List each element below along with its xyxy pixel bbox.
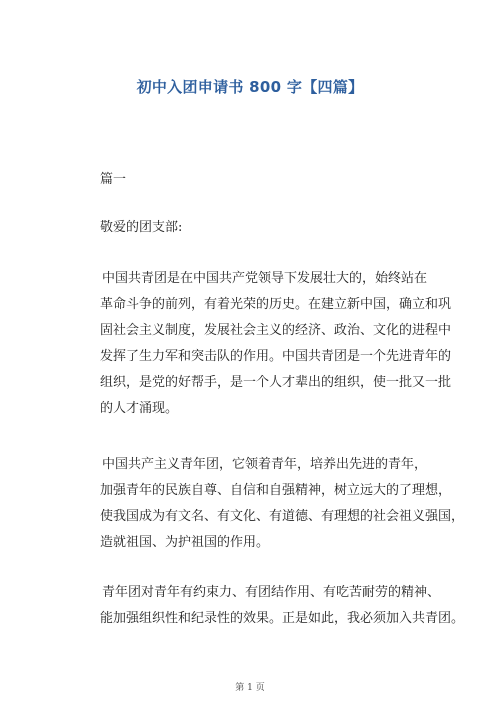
paragraph-line: 革命斗争的前列，有着光荣的历史。在建立新中国，确立和巩 bbox=[100, 297, 452, 312]
paragraph-1 bbox=[100, 266, 452, 422]
paragraph-line: 能加强组织性和纪录性的效果。正是如此，我必须加入共青团。 bbox=[100, 611, 465, 626]
paragraph-line: 造就祖国、为护祖国的作用。 bbox=[100, 535, 270, 550]
paragraph-2 bbox=[100, 452, 465, 556]
paragraph-line: 组织，是党的好帮手，是一个人才辈出的组织，使一批又一批 bbox=[100, 375, 452, 390]
salutation: 敬爱的团支部: bbox=[100, 220, 183, 235]
paragraph-line: 使我国成为有文名、有文化、有道德、有理想的社会祖义强国， bbox=[100, 509, 465, 524]
paragraph-line: 加强青年的民族自尊、自信和自强精神，树立远大的了理想， bbox=[100, 483, 452, 498]
paragraph-3 bbox=[100, 580, 465, 632]
paragraph-line: 发挥了生力军和突击队的作用。中国共青团是一个先进青年的 bbox=[100, 349, 452, 364]
paragraph-line: 中国共青团是在中国共产党领导下发展壮大的，始终站在 bbox=[102, 271, 428, 286]
document-title: 初中入团申请书 800 字【四篇】 bbox=[136, 78, 364, 96]
page-number: 第 1 页 bbox=[235, 683, 265, 693]
paragraph-line: 青年团对青年有约束力、有团结作用、有吃苦耐劳的精神、 bbox=[102, 585, 441, 600]
paragraph-line: 固社会主义制度，发展社会主义的经济、政治、文化的进程中 bbox=[100, 323, 452, 338]
paragraph-line: 中国共产主义青年团，它领着青年，培养出先进的青年， bbox=[102, 457, 428, 472]
section-label: 篇一 bbox=[100, 172, 127, 187]
paragraph-line: 的人才涌现。 bbox=[100, 401, 179, 416]
